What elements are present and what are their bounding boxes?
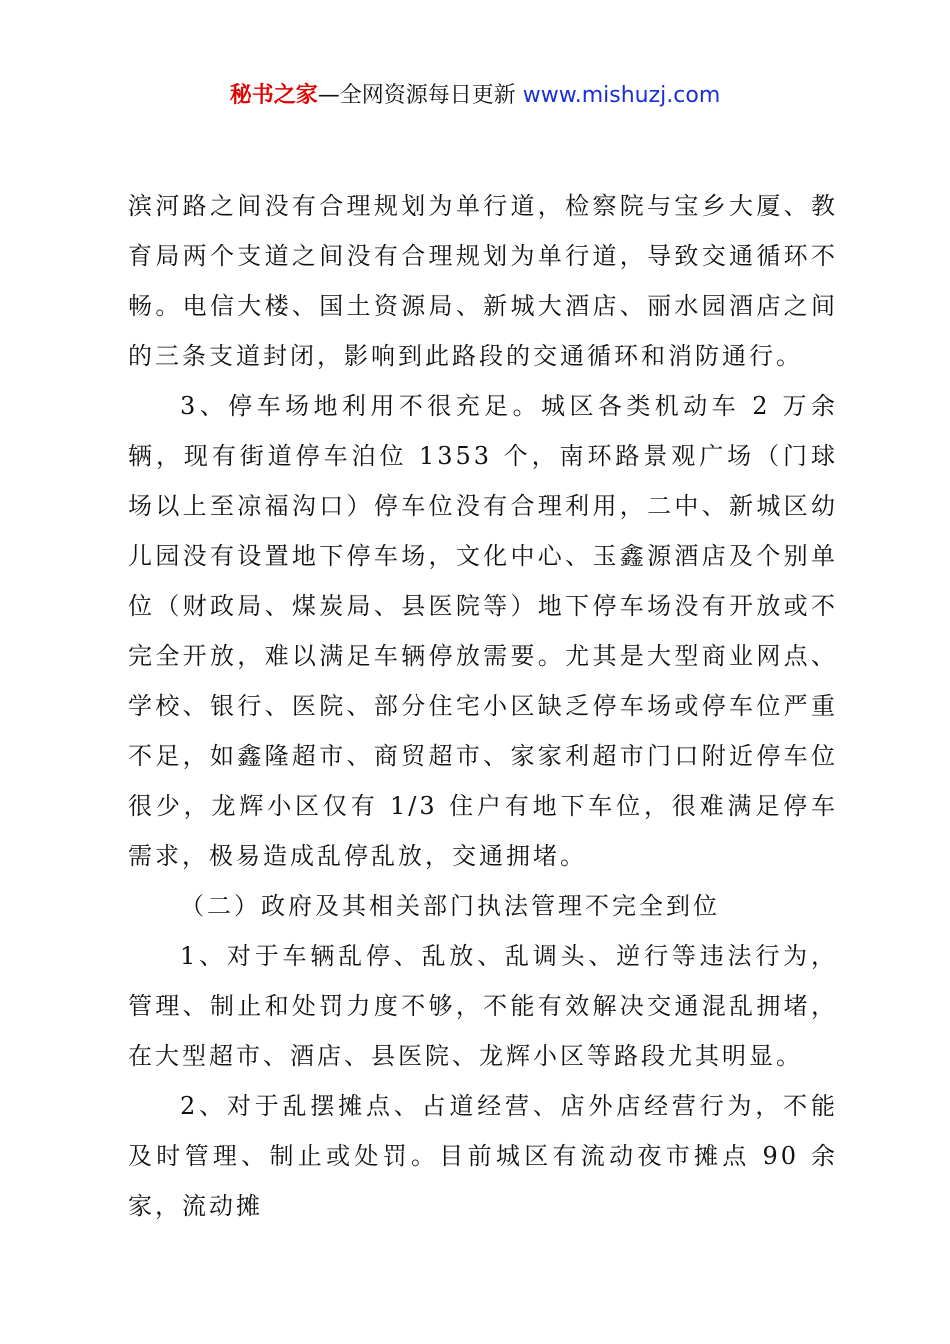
paragraph-street-vendors: 2、对于乱摆摊点、占道经营、店外店经营行为，不能及时管理、制止或处罚。目前城区有流动夜市摊点 90 余家，流动摊 [128, 1092, 838, 1220]
site-url-link[interactable]: www.mishuzj.com [522, 83, 721, 108]
paragraph-vehicle-violations: 1、对于车辆乱停、乱放、乱调头、逆行等违法行为，管理、制止和处罚力度不够，不能有效解决交通混乱拥堵，在大型超市、酒店、县医院、龙辉小区等路段尤其明显。 [128, 942, 838, 1070]
document-body [128, 181, 838, 1231]
paragraph-continuation: 滨河路之间没有合理规划为单行道，检察院与宝乡大厦、教育局两个支道之间没有合理规划为单行道，导致交通循环不畅。电信大楼、国土资源局、新城大酒店、丽水园酒店之间的三条支道封闭，影响到此路段的交通循环和消防通行。 [128, 192, 838, 370]
paragraph-parking: 3、停车场地利用不很充足。城区各类机动车 2 万余辆，现有街道停车泊位 1353 个，南环路景观广场（门球场以上至凉福沟口）停车位没有合理利用，二中、新城区幼儿园没有设置地下停车场，文化中心、玉鑫源酒店及个别单位（财政局、煤炭局、县医院等）地下停车场没有开放或不完全开放，难以满足车辆停放需要。尤其是大型商业网点、学校、银行、医院、部分住宅小区缺乏停车场或停车位严重不足，如鑫隆超市、商贸超市、家家利超市门口附近停车位很少，龙辉小区仅有 1/3 住户有地下车位，很难满足停车需求，极易造成乱停乱放，交通拥堵。 [128, 392, 838, 870]
page-header [0, 80, 950, 112]
site-brand: 秘书之家 [229, 83, 318, 108]
header-slogan: —全网资源每日更新 [317, 83, 523, 108]
section-heading: （二）政府及其相关部门执法管理不完全到位 [180, 892, 720, 920]
